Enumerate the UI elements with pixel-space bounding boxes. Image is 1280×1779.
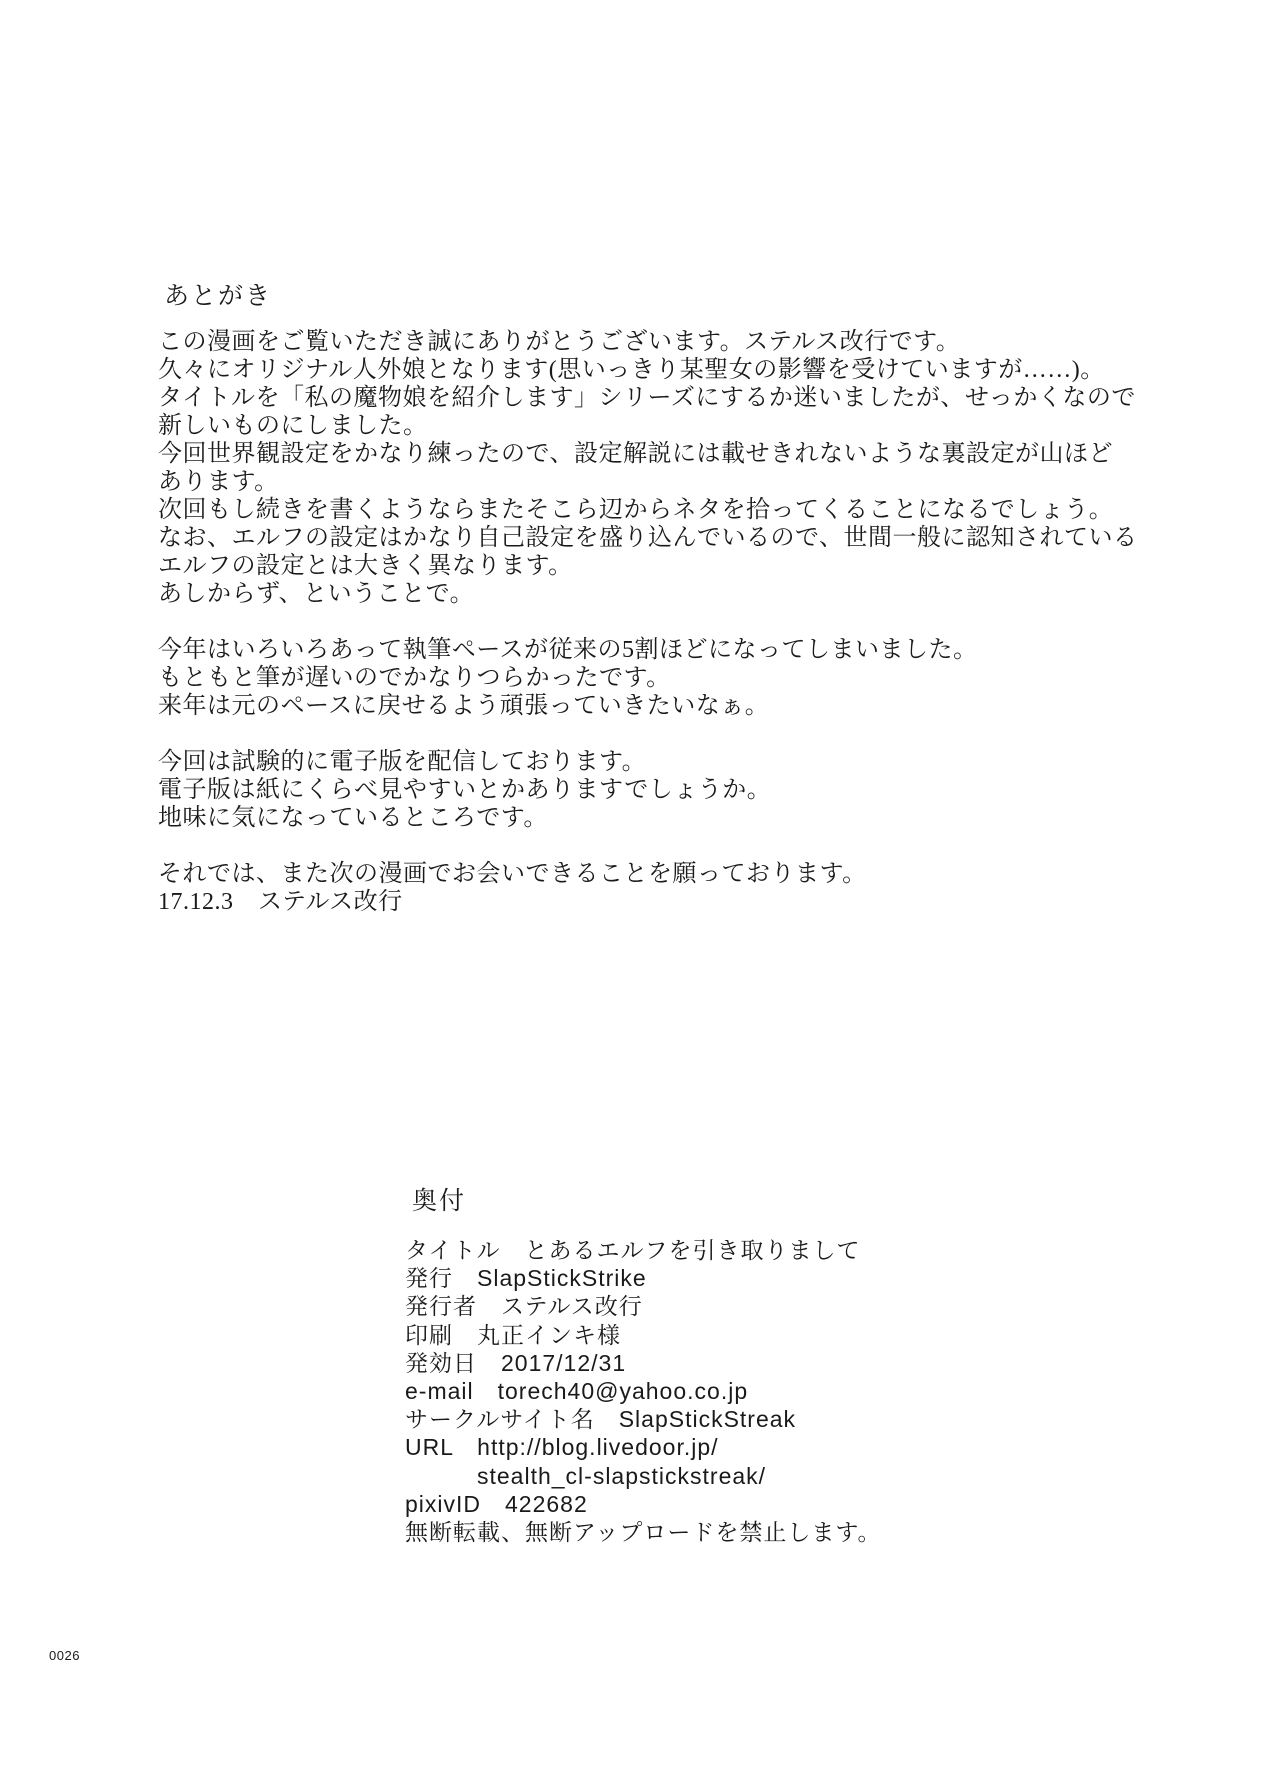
colophon-line-notice: 無断転載、無断アップロードを禁止します。 [405,1519,882,1546]
afterword-line: もともと筆が遅いのでかなりつらかったです。 [158,665,671,691]
colophon-title: 奥付 [412,1188,467,1215]
colophon-line-url-continued: stealth_cl-slapstickstreak/ [405,1462,767,1489]
afterword-line: あります。 [158,469,279,495]
afterword-line: それでは、また次の漫画でお会いできることを願っております。 [158,861,867,887]
colophon-line-email: e-mail torech40@yahoo.co.jp [405,1378,749,1405]
afterword-line: 今回は試験的に電子版を配信しております。 [158,749,647,775]
afterword-line: 新しいものにしました。 [158,413,428,439]
afterword-line: 電子版は紙にくらべ見やすいとかありますでしょうか。 [158,777,772,803]
afterword-line: 来年は元のペースに戻せるよう頑張っていきたいなぁ。 [158,693,770,719]
colophon-line-pixiv-id: pixivID 422682 [405,1490,588,1517]
colophon-line-printer: 印刷 丸正インキ様 [405,1321,621,1348]
afterword-line: 今年はいろいろあって執筆ペースが従来の5割ほどになってしまいました。 [158,637,978,663]
colophon-line-title: タイトル とあるエルフを引き取りまして [405,1237,861,1263]
colophon-line-circle-site: サークルサイト名 SlapStickStreak [405,1406,797,1433]
afterword-line: エルフの設定とは大きく異なります。 [158,553,573,579]
afterword-line: 久々にオリジナル人外娘となります(思いっきり某聖女の影響を受けていますが……)。 [158,357,1105,383]
colophon-line-author: 発行者 ステルス改行 [405,1293,643,1320]
afterword-blank-line [158,832,1138,860]
afterword-line: あしからず、ということで。 [158,581,475,607]
afterword-blank-line [158,720,1138,748]
afterword-body [158,328,1138,916]
afterword-line: 地味に気になっているところです。 [158,805,548,831]
afterword-line: この漫画をご覧いただき誠にありがとうございます。ステルス改行です。 [158,329,961,355]
afterword-line: タイトルを「私の魔物娘を紹介します」シリーズにするか迷いましたが、せっかくなので [158,385,1136,411]
afterword-blank-line [158,608,1138,636]
afterword-title: あとがき [164,283,273,310]
afterword-line: 次回もし続きを書くようならまたそこら辺からネタを拾ってくることになるでしょう。 [158,497,1114,523]
afterword-line: 今回世界観設定をかなり練ったので、設定解説には載せきれないような裏設定が山ほど [158,441,1114,467]
afterword-line: なお、エルフの設定はかなり自己設定を盛り込んでいるので、世間一般に認知されている [158,525,1138,551]
colophon-body [405,1236,882,1546]
colophon-line-date: 発効日 2017/12/31 [405,1349,627,1376]
colophon-line-publisher: 発行 SlapStickStrike [405,1265,647,1292]
page-number: 0026 [49,1648,80,1663]
colophon-line-url: URL http://blog.livedoor.jp/ [405,1434,719,1461]
afterword-signature-line: 17.12.3 ステルス改行 [158,889,403,915]
